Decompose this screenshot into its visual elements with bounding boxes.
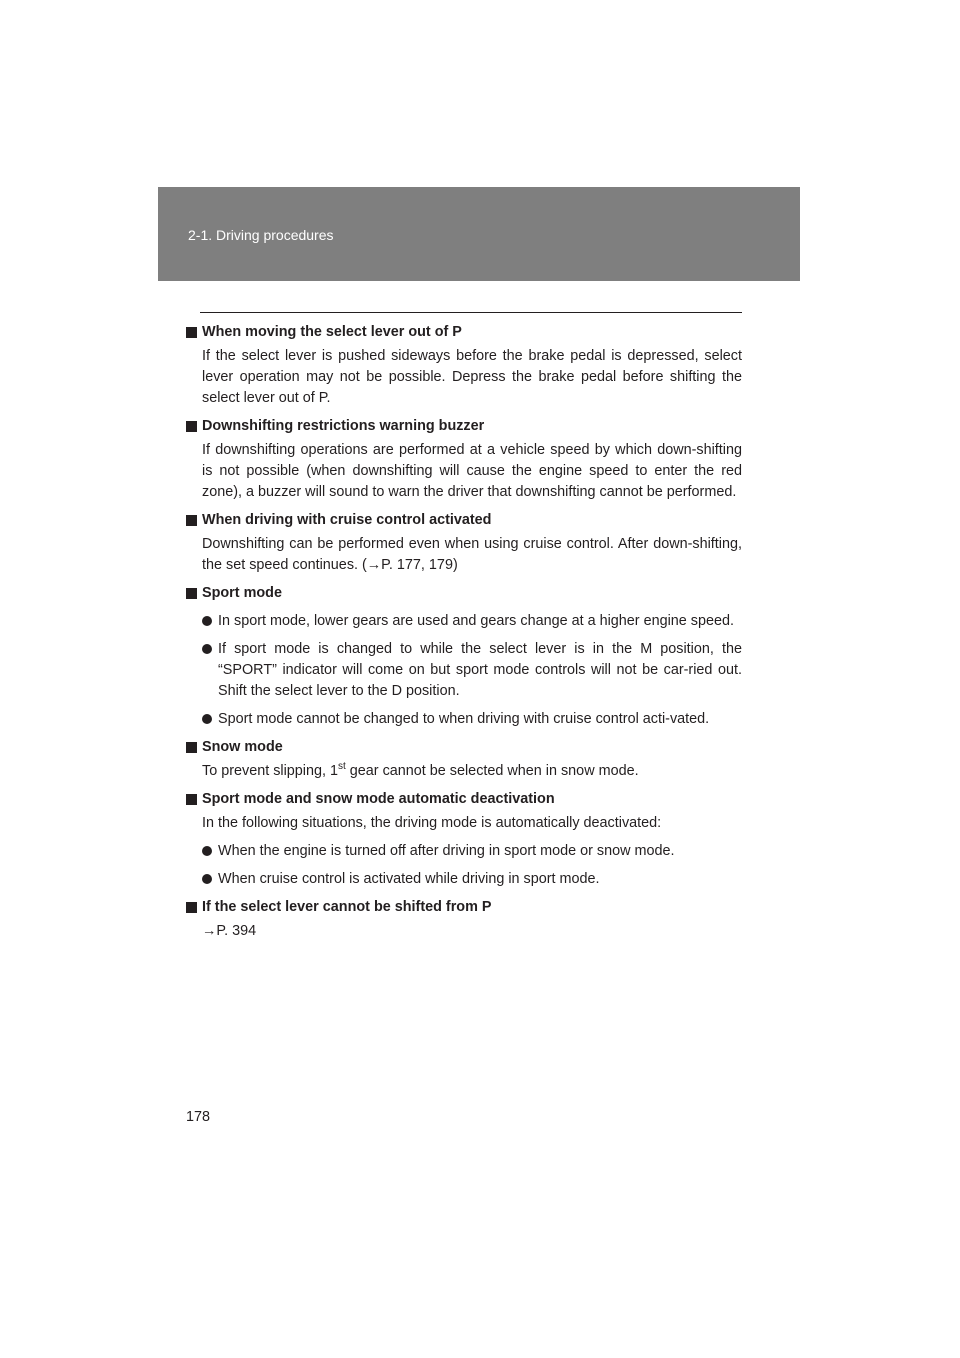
bullet-item: In sport mode, lower gears are used and gears change at a higher engine speed. (202, 611, 742, 632)
bullet-item: Sport mode cannot be changed to when driving with cruise control acti-vated. (202, 709, 742, 730)
circle-bullet-icon (202, 714, 212, 724)
header-band (158, 187, 800, 281)
section-heading: Sport mode (186, 583, 742, 604)
content (186, 322, 742, 942)
square-bullet-icon (186, 902, 197, 913)
section-heading: If the select lever cannot be shifted from P (186, 897, 742, 918)
section-heading: When moving the select lever out of P (186, 322, 742, 343)
circle-bullet-icon (202, 616, 212, 626)
circle-bullet-icon (202, 874, 212, 884)
section-text: If downshifting operations are performed at a vehicle speed by which down-shifting is not possible (when downshifting will cause the engine speed to enter the red zone), a buzzer will sound to warn the driver that downshifting cannot be performed. (202, 442, 742, 500)
section-text: If the select lever is pushed sideways before the brake pedal is depressed, select lever operation may not be possible. Depress the brake pedal before shifting the select lever out of P. (202, 348, 742, 406)
circle-bullet-icon (202, 644, 212, 654)
section-text: To prevent slipping, 1st gear cannot be selected when in snow mode. (202, 761, 639, 779)
divider-rule (200, 312, 742, 313)
section-heading: Snow mode (186, 737, 742, 758)
square-bullet-icon (186, 588, 197, 599)
page-number: 178 (186, 1109, 211, 1125)
square-bullet-icon (186, 794, 197, 805)
section-text: Downshifting can be performed even when using cruise control. After down-shifting, the set speed continues. (→P. 177, 179) (202, 536, 742, 573)
square-bullet-icon (186, 742, 197, 753)
section-text: →P. 394 (202, 923, 257, 939)
bullet-item: When the engine is turned off after driving in sport mode or snow mode. (202, 841, 742, 862)
section-text: In the following situations, the driving mode is automatically deactivated: (202, 815, 662, 831)
section-heading: When driving with cruise control activated (186, 510, 742, 531)
bullet-item: When cruise control is activated while driving in sport mode. (202, 869, 742, 890)
square-bullet-icon (186, 515, 197, 526)
bullet-item: If sport mode is changed to while the select lever is in the M position, the “SPORT” indicator will come on but sport mode controls will not be car-ried out. Shift the select lever to the D position. (202, 639, 742, 702)
circle-bullet-icon (202, 846, 212, 856)
section-label: 2-1. Driving procedures (188, 227, 334, 243)
section-heading: Downshifting restrictions warning buzzer (186, 416, 742, 437)
section-heading: Sport mode and snow mode automatic deactivation (186, 789, 742, 810)
square-bullet-icon (186, 421, 197, 432)
square-bullet-icon (186, 327, 197, 338)
